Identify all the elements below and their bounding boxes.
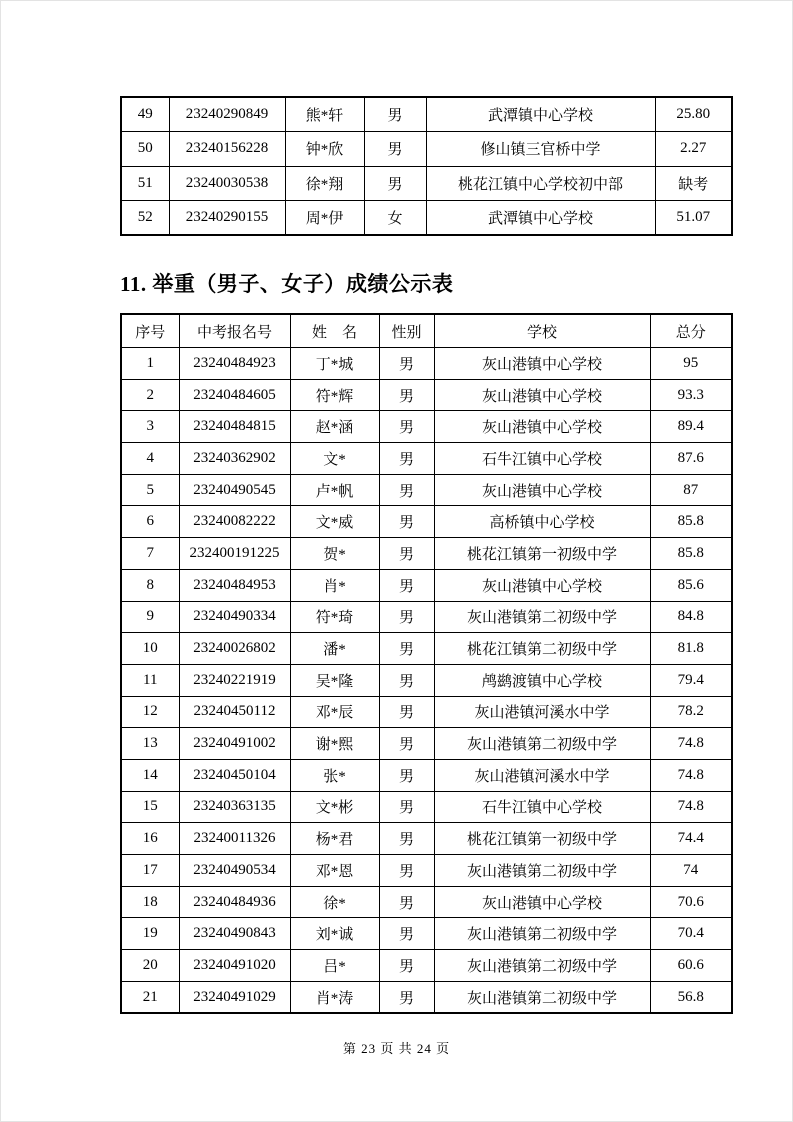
table-row — [121, 696, 732, 728]
table-cell: 吕* — [290, 950, 379, 982]
table-cell: 12 — [121, 696, 179, 728]
table-cell: 符*辉 — [290, 379, 379, 411]
table-row — [121, 569, 732, 601]
table-row — [121, 855, 732, 887]
table-cell: 男 — [379, 474, 434, 506]
table-cell: 男 — [379, 443, 434, 475]
table-cell: 23240490334 — [179, 601, 290, 633]
table-cell: 23240011326 — [179, 823, 290, 855]
col-header-serial: 序号 — [121, 314, 179, 348]
table-cell: 74.4 — [650, 823, 732, 855]
table-cell: 灰山港镇中心学校 — [434, 474, 650, 506]
table-cell: 修山镇三官桥中学 — [426, 132, 655, 166]
table-cell: 49 — [121, 97, 169, 132]
table-cell: 符*琦 — [290, 601, 379, 633]
header-row — [121, 314, 732, 348]
table-cell: 8 — [121, 569, 179, 601]
table-cell: 3 — [121, 411, 179, 443]
table-cell: 95 — [650, 348, 732, 380]
table-row — [121, 791, 732, 823]
col-header-gender: 性别 — [379, 314, 434, 348]
table-cell: 男 — [379, 379, 434, 411]
table-cell: 23240484815 — [179, 411, 290, 443]
table-row — [121, 474, 732, 506]
table-cell: 52 — [121, 200, 169, 235]
table-cell: 23240490545 — [179, 474, 290, 506]
table-cell: 23240490843 — [179, 918, 290, 950]
table-cell: 23240484953 — [179, 569, 290, 601]
table-cell: 74.8 — [650, 759, 732, 791]
table-row — [121, 823, 732, 855]
table-cell: 60.6 — [650, 950, 732, 982]
table-cell: 武潭镇中心学校 — [426, 97, 655, 132]
table-row — [121, 506, 732, 538]
table-cell: 男 — [379, 633, 434, 665]
table-cell: 肖*涛 — [290, 981, 379, 1013]
table-cell: 232400191225 — [179, 538, 290, 570]
table-cell: 男 — [364, 166, 426, 200]
table-cell: 23240491029 — [179, 981, 290, 1013]
table-cell: 男 — [379, 696, 434, 728]
table-row — [121, 443, 732, 475]
table-cell: 男 — [379, 950, 434, 982]
table-cell: 17 — [121, 855, 179, 887]
table-cell: 25.80 — [655, 97, 732, 132]
table-row — [121, 97, 732, 132]
table-cell: 2.27 — [655, 132, 732, 166]
table-cell: 高桥镇中心学校 — [434, 506, 650, 538]
table-cell: 11 — [121, 664, 179, 696]
table-cell: 丁*城 — [290, 348, 379, 380]
table-cell: 吴*隆 — [290, 664, 379, 696]
table-cell: 刘*诚 — [290, 918, 379, 950]
table-cell: 85.6 — [650, 569, 732, 601]
table-cell: 74.8 — [650, 728, 732, 760]
results-table-body — [121, 348, 732, 1014]
continuation-table-body — [121, 97, 732, 235]
col-header-school: 学校 — [434, 314, 650, 348]
table-cell: 56.8 — [650, 981, 732, 1013]
table-cell: 杨*君 — [290, 823, 379, 855]
table-cell: 男 — [379, 823, 434, 855]
table-cell: 19 — [121, 918, 179, 950]
table-cell: 桃花江镇第二初级中学 — [434, 633, 650, 665]
table-cell: 男 — [379, 506, 434, 538]
table-cell: 7 — [121, 538, 179, 570]
table-cell: 50 — [121, 132, 169, 166]
table-cell: 23240082222 — [179, 506, 290, 538]
table-cell: 1 — [121, 348, 179, 380]
table-cell: 23240484923 — [179, 348, 290, 380]
continuation-table — [120, 96, 733, 236]
table-cell: 15 — [121, 791, 179, 823]
table-cell: 78.2 — [650, 696, 732, 728]
table-cell: 男 — [364, 97, 426, 132]
table-row — [121, 601, 732, 633]
table-row — [121, 950, 732, 982]
table-cell: 武潭镇中心学校 — [426, 200, 655, 235]
table-row — [121, 633, 732, 665]
table-cell: 赵*涵 — [290, 411, 379, 443]
results-table-header — [121, 314, 732, 348]
table-cell: 93.3 — [650, 379, 732, 411]
table-cell: 23240484936 — [179, 886, 290, 918]
table-cell: 70.6 — [650, 886, 732, 918]
table-cell: 潘* — [290, 633, 379, 665]
table-row — [121, 411, 732, 443]
table-cell: 男 — [379, 348, 434, 380]
table-row — [121, 132, 732, 166]
table-cell: 74.8 — [650, 791, 732, 823]
table-cell: 男 — [379, 728, 434, 760]
table-row — [121, 918, 732, 950]
table-cell: 89.4 — [650, 411, 732, 443]
table-row — [121, 759, 732, 791]
table-cell: 74 — [650, 855, 732, 887]
table-cell: 2 — [121, 379, 179, 411]
table-cell: 钟*欣 — [285, 132, 364, 166]
table-cell: 23240491020 — [179, 950, 290, 982]
table-cell: 灰山港镇河溪水中学 — [434, 759, 650, 791]
table-cell: 84.8 — [650, 601, 732, 633]
table-cell: 石牛江镇中心学校 — [434, 443, 650, 475]
table-cell: 男 — [379, 791, 434, 823]
table-cell: 熊*轩 — [285, 97, 364, 132]
table-cell: 70.4 — [650, 918, 732, 950]
table-cell: 徐* — [290, 886, 379, 918]
table-cell: 桃花江镇中心学校初中部 — [426, 166, 655, 200]
table-cell: 23240290155 — [169, 200, 285, 235]
table-cell: 13 — [121, 728, 179, 760]
table-cell: 23240156228 — [169, 132, 285, 166]
table-cell: 张* — [290, 759, 379, 791]
table-cell: 肖* — [290, 569, 379, 601]
table-cell: 87.6 — [650, 443, 732, 475]
table-cell: 徐*翔 — [285, 166, 364, 200]
col-header-score: 总分 — [650, 314, 732, 348]
table-cell: 23240362902 — [179, 443, 290, 475]
col-header-reg-no: 中考报名号 — [179, 314, 290, 348]
table-row — [121, 664, 732, 696]
table-cell: 85.8 — [650, 538, 732, 570]
table-cell: 14 — [121, 759, 179, 791]
table-cell: 16 — [121, 823, 179, 855]
col-header-name: 姓 名 — [290, 314, 379, 348]
table-cell: 79.4 — [650, 664, 732, 696]
table-cell: 邓*辰 — [290, 696, 379, 728]
table-cell: 男 — [379, 664, 434, 696]
table-cell: 灰山港镇第二初级中学 — [434, 728, 650, 760]
section-title: 11. 举重（男子、女子）成绩公示表 — [120, 272, 454, 296]
table-cell: 石牛江镇中心学校 — [434, 791, 650, 823]
results-table — [120, 313, 733, 1014]
table-cell: 灰山港镇第二初级中学 — [434, 855, 650, 887]
table-cell: 鸬鹚渡镇中心学校 — [434, 664, 650, 696]
table-cell: 灰山港镇第二初级中学 — [434, 601, 650, 633]
table-cell: 灰山港镇中心学校 — [434, 379, 650, 411]
table-cell: 9 — [121, 601, 179, 633]
table-cell: 23240484605 — [179, 379, 290, 411]
table-cell: 谢*熙 — [290, 728, 379, 760]
page-number: 第 23 页 共 24 页 — [342, 1041, 451, 1056]
table-row — [121, 348, 732, 380]
table-cell: 男 — [364, 132, 426, 166]
table-cell: 灰山港镇第二初级中学 — [434, 981, 650, 1013]
table-cell: 灰山港镇中心学校 — [434, 348, 650, 380]
table-cell: 男 — [379, 601, 434, 633]
table-cell: 81.8 — [650, 633, 732, 665]
table-row — [121, 538, 732, 570]
table-cell: 4 — [121, 443, 179, 475]
table-cell: 文*彬 — [290, 791, 379, 823]
table-cell: 男 — [379, 759, 434, 791]
table-cell: 灰山港镇第二初级中学 — [434, 918, 650, 950]
table-cell: 文* — [290, 443, 379, 475]
table-cell: 男 — [379, 569, 434, 601]
table-cell: 23240450104 — [179, 759, 290, 791]
table-cell: 男 — [379, 981, 434, 1013]
table-cell: 男 — [379, 886, 434, 918]
table-cell: 男 — [379, 918, 434, 950]
table-cell: 23240221919 — [179, 664, 290, 696]
table-cell: 灰山港镇中心学校 — [434, 569, 650, 601]
table-row — [121, 200, 732, 235]
table-cell: 51.07 — [655, 200, 732, 235]
table-cell: 23240030538 — [169, 166, 285, 200]
table-cell: 周*伊 — [285, 200, 364, 235]
table-cell: 灰山港镇第二初级中学 — [434, 950, 650, 982]
table-row — [121, 981, 732, 1013]
table-row — [121, 886, 732, 918]
table-cell: 邓*恩 — [290, 855, 379, 887]
table-cell: 85.8 — [650, 506, 732, 538]
table-cell: 51 — [121, 166, 169, 200]
table-cell: 18 — [121, 886, 179, 918]
table-cell: 23240363135 — [179, 791, 290, 823]
table-cell: 卢*帆 — [290, 474, 379, 506]
table-cell: 男 — [379, 538, 434, 570]
table-cell: 5 — [121, 474, 179, 506]
table-cell: 23240026802 — [179, 633, 290, 665]
table-cell: 桃花江镇第一初级中学 — [434, 823, 650, 855]
table-cell: 23240290849 — [169, 97, 285, 132]
table-cell: 23240491002 — [179, 728, 290, 760]
table-cell: 缺考 — [655, 166, 732, 200]
table-cell: 男 — [379, 855, 434, 887]
table-cell: 23240490534 — [179, 855, 290, 887]
table-cell: 10 — [121, 633, 179, 665]
table-row — [121, 728, 732, 760]
table-cell: 灰山港镇河溪水中学 — [434, 696, 650, 728]
table-cell: 23240450112 — [179, 696, 290, 728]
table-cell: 87 — [650, 474, 732, 506]
table-cell: 灰山港镇中心学校 — [434, 886, 650, 918]
table-cell: 文*威 — [290, 506, 379, 538]
table-cell: 6 — [121, 506, 179, 538]
table-cell: 贺* — [290, 538, 379, 570]
table-cell: 男 — [379, 411, 434, 443]
table-row — [121, 166, 732, 200]
table-row — [121, 379, 732, 411]
table-cell: 21 — [121, 981, 179, 1013]
table-cell: 桃花江镇第一初级中学 — [434, 538, 650, 570]
table-cell: 女 — [364, 200, 426, 235]
table-cell: 20 — [121, 950, 179, 982]
table-cell: 灰山港镇中心学校 — [434, 411, 650, 443]
